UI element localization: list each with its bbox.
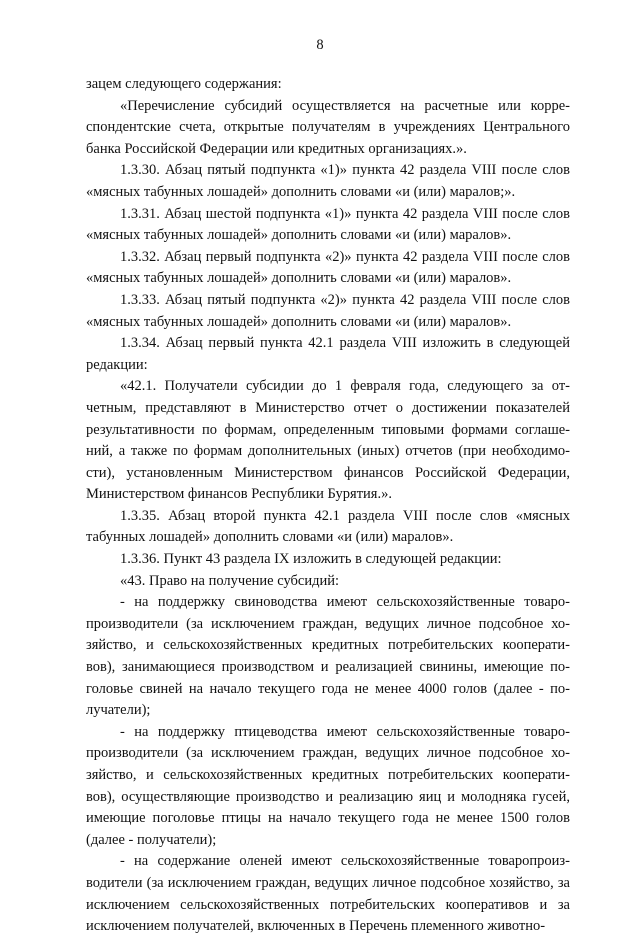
paragraph-1-3-36: 1.3.36. Пункт 43 раздела IX изложить в следующей редакции: [120,551,502,568]
paragraph-1-3-32: 1.3.32. Абзац первый подпункта «2)» пункта 42 раздела VIII после слов «мясных табунных лошадей» дополнить словами «и (или) маралов». [86,248,570,287]
page-number: 8 [316,37,324,53]
paragraph-pig-farming: - на поддержку свиноводства имеют сельскохозяйственные товаро-производители (за исключением граждан, ведущих личное подсобное хо-зяйство, и сельскохозяйственных кредитных потребительских кооперати-вов), занимающиеся производством и реализацией свинины, имеющие по-головье свиней на начало текущего года не менее 4000 голов (далее - по-лучатели); [86,594,570,719]
paragraph-1-3-34: 1.3.34. Абзац первый пункта 42.1 раздела VIII изложить в следующей редакции: [86,335,570,373]
paragraph-subsidy-transfer: «Перечисление субсидий осуществляется на расчетные или корре-спондентские счета, открытые получателям в учреждениях Центрального банка Российской Федерации или кредитных организациях.». [86,97,570,157]
paragraph-43-heading: «43. Право на получение субсидий: [120,572,340,589]
paragraph-1-3-30: 1.3.30. Абзац пятый подпункта «1)» пункта 42 раздела VIII после слов «мясных табунных лошадей» дополнить словами «и (или) маралов;». [86,162,570,200]
paragraph-1-3-33: 1.3.33. Абзац пятый подпункта «2)» пункта 42 раздела VIII после слов «мясных табунных лошадей» дополнить словами «и (или) маралов». [86,291,570,330]
paragraph-intro-fragment: зацем следующего содержания: [86,76,282,92]
document-body [86,74,570,938]
paragraph-reindeer-keeping: - на содержание оленей имеют сельскохозяйственные товаропроиз-водители (за исключением граждан, ведущих личное подсобное хозяйство, за исключением сельскохозяйственных потребительских кооперативов и за исключением получателей, включенных в Перечень племенного животно- [86,853,570,935]
paragraph-1-3-35: 1.3.35. Абзац второй пункта 42.1 раздела VIII после слов «мясных табунных лошадей» дополнить словами «и (или) маралов». [86,507,570,546]
paragraph-1-3-31: 1.3.31. Абзац шестой подпункта «1)» пункта 42 раздела VIII после слов «мясных табунных лошадей» дополнить словами «и (или) маралов». [86,205,570,244]
paragraph-42-1: «42.1. Получатели субсидии до 1 февраля года, следующего за от-четным, представляют в Министерство отчет о достижении показателей результативности по формам, определенным типовыми формами соглаше-ний, а также по формам дополнительных (иных) отчетов (при необходимо-сти), установленным Министерством финансов Российской Федерации, Министерством финансов Республики Бурятия.». [86,378,570,503]
paragraph-poultry-farming: - на поддержку птицеводства имеют сельскохозяйственные товаро-производители (за исключением граждан, ведущих личное подсобное хо-зяйство, и сельскохозяйственных кредитных потребительских кооперати-вов), осуществляющие производство и реализацию яиц и молодняка гусей, имеющие поголовье птицы на начало текущего года не менее 1500 голов (далее - получатели); [86,723,570,848]
